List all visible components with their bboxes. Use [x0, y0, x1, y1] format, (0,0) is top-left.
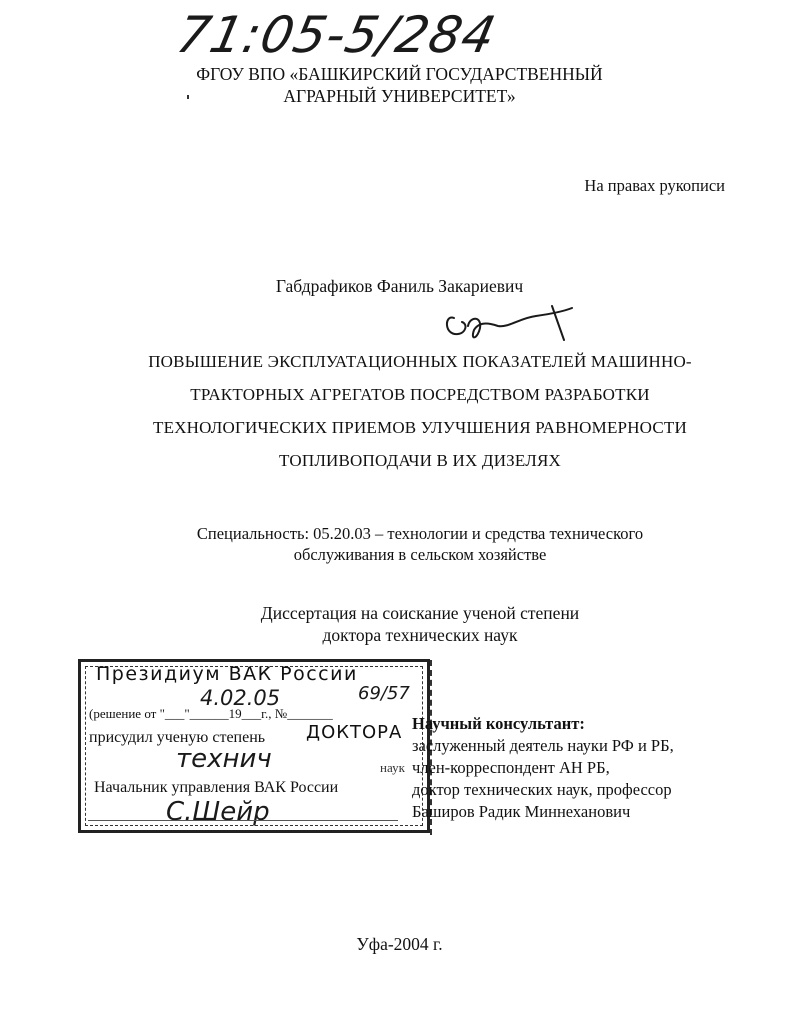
organization-line-2: АГРАРНЫЙ УНИВЕРСИТЕТ» [283, 86, 516, 106]
title-line-3: ТЕХНОЛОГИЧЕСКИХ ПРИЕМОВ УЛУЧШЕНИЯ РАВНОМЕРНОСТИ [153, 418, 687, 437]
stamp-handwritten-field: технич [176, 744, 272, 774]
stamp-sciences-label: наук [380, 760, 405, 775]
rights-note: На правах рукописи [584, 176, 725, 195]
dissertation-line-1: Диссертация на соискание ученой степени [260, 603, 580, 623]
archive-code: 71:05-5/284 [171, 6, 502, 64]
specialty [120, 523, 720, 565]
consultant-heading: Научный консультант: [412, 714, 585, 733]
stamp-handwritten-date: 4.02.05 [200, 686, 281, 710]
author-name: Габдрафиков Фаниль Закариевич [275, 276, 524, 296]
consultant-line-3: доктор технических наук, профессор [412, 780, 672, 799]
stamp-decision-line: (решение от "___"______19___г., №_______ [89, 706, 333, 721]
stamp-handwritten-number: 69/57 [358, 683, 410, 704]
specialty-line-2: обслуживания в сельском хозяйстве [293, 545, 547, 564]
consultant-line-1: заслуженный деятель науки РФ и РБ, [412, 736, 674, 755]
title-line-4: ТОПЛИВОПОДАЧИ В ИХ ДИЗЕЛЯХ [279, 451, 561, 470]
stamp-handwritten-signature: С.Шейр [166, 797, 270, 827]
dissertation-title [120, 345, 720, 477]
stamp-chief-line: Начальник управления ВАК России [94, 779, 339, 796]
title-line-1: ПОВЫШЕНИЕ ЭКСПЛУАТАЦИОННЫХ ПОКАЗАТЕЛЕЙ МАШИННО- [148, 352, 692, 371]
stamp-title: Президиум ВАК России [96, 663, 358, 685]
stamp-awarded-line: присудил ученую степень [89, 729, 266, 746]
city-year: Уфа-2004 г. [356, 934, 443, 954]
consultant-name: Баширов Радик Миннеханович [412, 802, 631, 821]
dissertation-line-2: доктора технических наук [322, 625, 518, 645]
title-line-2: ТРАКТОРНЫХ АГРЕГАТОВ ПОСРЕДСТВОМ РАЗРАБОТКИ [190, 385, 650, 404]
consultant-line-2: член-корреспондент АН РБ, [412, 758, 610, 777]
stamp-signature-rule [88, 820, 398, 821]
stamp-degree: ДОКТОРА [306, 722, 403, 743]
specialty-line-1: Специальность: 05.20.03 – технологии и средства технического [196, 524, 644, 543]
organization-line-1: ФГОУ ВПО «БАШКИРСКИЙ ГОСУДАРСТВЕННЫЙ [196, 64, 603, 84]
dissertation-degree [120, 602, 720, 646]
organization-header [0, 63, 799, 107]
author-signature [440, 296, 590, 348]
scientific-consultant [412, 713, 674, 823]
